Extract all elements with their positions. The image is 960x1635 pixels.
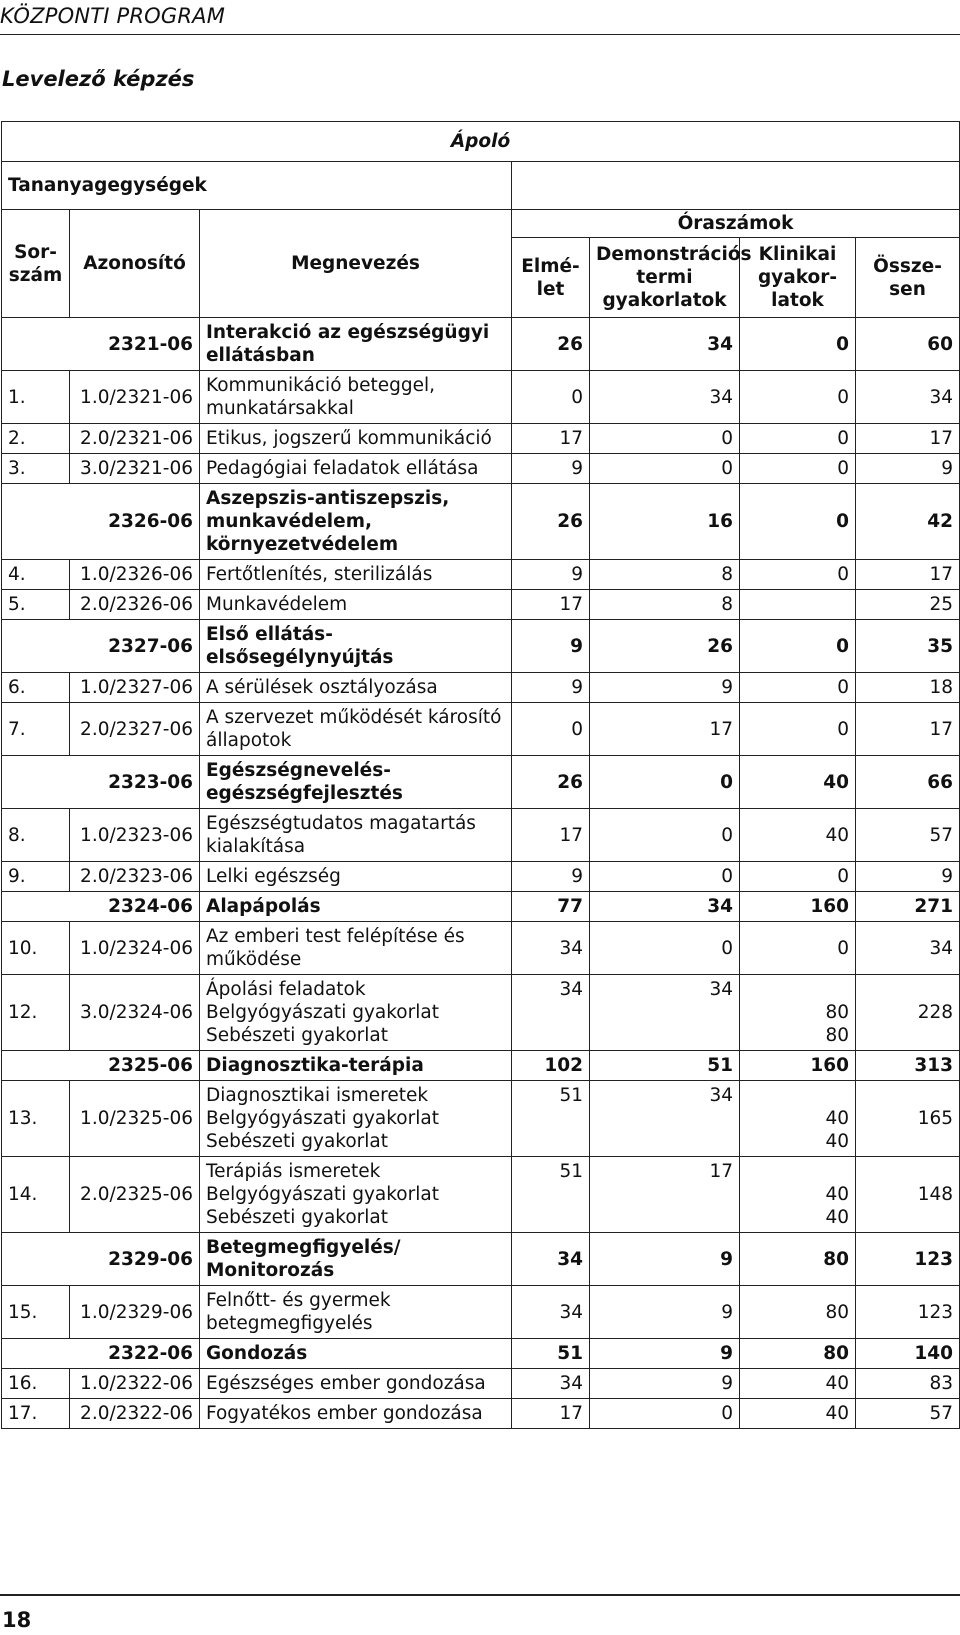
item-name-cell: Lelki egészség <box>200 862 512 892</box>
osszesen-cell: 18 <box>856 673 960 703</box>
osszesen-cell: 271 <box>856 892 960 922</box>
curriculum-table <box>1 121 960 1429</box>
module-name-cell: Betegmegfigyelés/ Monitorozás <box>200 1233 512 1286</box>
osszesen-cell: 66 <box>856 756 960 809</box>
elmelet-value <box>518 1206 583 1229</box>
item-name-line: Belgyógyászati gyakorlat <box>206 1002 439 1023</box>
demo-value <box>596 1183 733 1206</box>
klinikai-cell: 0 <box>740 560 856 590</box>
item-row <box>2 922 960 975</box>
item-number-cell: 7. <box>2 703 70 756</box>
item-id-cell: 1.0/2321-06 <box>70 371 200 424</box>
item-number-cell: 17. <box>2 1399 70 1429</box>
klinikai-cell: 160 <box>740 1051 856 1081</box>
demo-value: 17 <box>709 1161 733 1182</box>
item-name-cell <box>200 1081 512 1157</box>
col-header-klinikai: Klinikai gyakor- latok <box>740 238 856 318</box>
col-header-osszesen: Össze- sen <box>856 238 960 318</box>
elmelet-cell: 17 <box>512 424 590 454</box>
demo-cell: 9 <box>590 1233 740 1286</box>
item-number-cell: 15. <box>2 1286 70 1339</box>
item-row <box>2 1369 960 1399</box>
demo-cell <box>590 1157 740 1233</box>
demo-cell: 9 <box>590 1286 740 1339</box>
elmelet-value <box>518 1024 583 1047</box>
osszesen-cell: 148 <box>856 1157 960 1233</box>
klinikai-cell <box>740 1157 856 1233</box>
item-id-cell: 1.0/2324-06 <box>70 922 200 975</box>
item-number-cell: 10. <box>2 922 70 975</box>
item-name-line: Terápiás ismeretek <box>206 1161 381 1182</box>
item-name-cell: Munkavédelem <box>200 590 512 620</box>
item-row <box>2 424 960 454</box>
klinikai-cell: 40 <box>740 756 856 809</box>
item-id-cell: 2.0/2326-06 <box>70 590 200 620</box>
module-name-cell: Első ellátás-elsősegélynyújtás <box>200 620 512 673</box>
item-id-cell: 2.0/2322-06 <box>70 1399 200 1429</box>
demo-cell: 8 <box>590 560 740 590</box>
osszesen-cell: 140 <box>856 1339 960 1369</box>
col-header-azonosito: Azonosító <box>70 210 200 318</box>
demo-value <box>596 1206 733 1229</box>
klinikai-cell: 0 <box>740 862 856 892</box>
item-id-cell: 1.0/2326-06 <box>70 560 200 590</box>
item-row <box>2 560 960 590</box>
demo-value <box>596 1107 733 1130</box>
module-name-cell: Interakció az egészségügyi ellátásban <box>200 318 512 371</box>
module-row <box>2 484 960 560</box>
col-header-demo: Demonstrációs termi gyakorlatok <box>590 238 740 318</box>
elmelet-value <box>518 1107 583 1130</box>
demo-cell: 26 <box>590 620 740 673</box>
module-row <box>2 1233 960 1286</box>
elmelet-value: 34 <box>559 979 583 1000</box>
elmelet-value: 51 <box>559 1085 583 1106</box>
item-number-cell: 14. <box>2 1157 70 1233</box>
item-name-cell: Etikus, jogszerű kommunikáció <box>200 424 512 454</box>
item-id-cell: 1.0/2323-06 <box>70 809 200 862</box>
item-id-cell: 1.0/2325-06 <box>70 1081 200 1157</box>
module-id-cell: 2321-06 <box>2 318 200 371</box>
osszesen-cell: 42 <box>856 484 960 560</box>
osszesen-cell: 17 <box>856 703 960 756</box>
module-id-cell: 2324-06 <box>2 892 200 922</box>
klinikai-cell: 0 <box>740 454 856 484</box>
group-header: Tananyagegységek <box>2 162 512 210</box>
elmelet-cell: 26 <box>512 484 590 560</box>
elmelet-cell: 9 <box>512 862 590 892</box>
klinikai-cell: 0 <box>740 484 856 560</box>
osszesen-cell: 228 <box>856 975 960 1051</box>
klinikai-cell: 0 <box>740 673 856 703</box>
demo-cell: 9 <box>590 1339 740 1369</box>
osszesen-cell: 123 <box>856 1286 960 1339</box>
elmelet-cell <box>512 1157 590 1233</box>
item-name-cell: Egészséges ember gondozása <box>200 1369 512 1399</box>
klinikai-value: 40 <box>825 1184 849 1205</box>
osszesen-cell: 17 <box>856 560 960 590</box>
osszesen-cell: 17 <box>856 424 960 454</box>
module-id-cell: 2323-06 <box>2 756 200 809</box>
elmelet-value: 51 <box>559 1161 583 1182</box>
elmelet-cell: 34 <box>512 922 590 975</box>
module-row <box>2 1339 960 1369</box>
klinikai-cell: 160 <box>740 892 856 922</box>
item-number-cell: 12. <box>2 975 70 1051</box>
demo-value: 34 <box>709 1085 733 1106</box>
demo-cell: 34 <box>590 371 740 424</box>
elmelet-cell: 17 <box>512 809 590 862</box>
item-name-cell: Egészségtudatos magatartás kialakítása <box>200 809 512 862</box>
module-id-cell: 2326-06 <box>2 484 200 560</box>
elmelet-cell: 34 <box>512 1233 590 1286</box>
klinikai-value: 40 <box>825 1131 849 1152</box>
item-number-cell: 16. <box>2 1369 70 1399</box>
col-header-sorszam: Sor- szám <box>2 210 70 318</box>
klinikai-cell: 0 <box>740 371 856 424</box>
klinikai-cell <box>740 975 856 1051</box>
demo-cell: 9 <box>590 1369 740 1399</box>
curriculum-table-wrapper <box>1 121 959 1429</box>
item-row <box>2 454 960 484</box>
klinikai-cell: 40 <box>740 809 856 862</box>
elmelet-cell: 51 <box>512 1339 590 1369</box>
klinikai-cell: 40 <box>740 1399 856 1429</box>
item-name-cell: Pedagógiai feladatok ellátása <box>200 454 512 484</box>
item-row <box>2 1399 960 1429</box>
item-number-cell: 2. <box>2 424 70 454</box>
item-name-line: Belgyógyászati gyakorlat <box>206 1108 439 1129</box>
elmelet-cell: 34 <box>512 1286 590 1339</box>
osszesen-cell: 57 <box>856 809 960 862</box>
demo-cell: 0 <box>590 809 740 862</box>
elmelet-cell: 9 <box>512 560 590 590</box>
klinikai-cell: 0 <box>740 424 856 454</box>
klinikai-cell <box>740 590 856 620</box>
item-id-cell: 2.0/2327-06 <box>70 703 200 756</box>
osszesen-cell: 83 <box>856 1369 960 1399</box>
module-row <box>2 892 960 922</box>
osszesen-cell: 313 <box>856 1051 960 1081</box>
item-row <box>2 673 960 703</box>
col-header-elmelet: Elmé- let <box>512 238 590 318</box>
demo-cell: 34 <box>590 318 740 371</box>
module-id-cell: 2325-06 <box>2 1051 200 1081</box>
module-id-cell: 2322-06 <box>2 1339 200 1369</box>
elmelet-cell: 102 <box>512 1051 590 1081</box>
item-row <box>2 975 960 1051</box>
item-id-cell: 2.0/2321-06 <box>70 424 200 454</box>
group-header-spacer <box>512 162 960 210</box>
item-id-cell: 3.0/2324-06 <box>70 975 200 1051</box>
osszesen-cell: 60 <box>856 318 960 371</box>
item-id-cell: 2.0/2325-06 <box>70 1157 200 1233</box>
elmelet-cell: 26 <box>512 756 590 809</box>
item-id-cell: 1.0/2329-06 <box>70 1286 200 1339</box>
demo-cell: 0 <box>590 756 740 809</box>
item-id-cell: 1.0/2322-06 <box>70 1369 200 1399</box>
header-rule <box>0 34 960 35</box>
item-name-line: Sebészeti gyakorlat <box>206 1207 388 1228</box>
item-id-cell: 3.0/2321-06 <box>70 454 200 484</box>
item-name-cell: Az emberi test felépítése és működése <box>200 922 512 975</box>
module-name-cell: Alapápolás <box>200 892 512 922</box>
item-id-cell: 1.0/2327-06 <box>70 673 200 703</box>
item-name-line: Sebészeti gyakorlat <box>206 1025 388 1046</box>
klinikai-value <box>746 978 849 1001</box>
elmelet-cell: 9 <box>512 620 590 673</box>
elmelet-cell: 0 <box>512 371 590 424</box>
profession-header: Ápoló <box>2 122 960 162</box>
klinikai-cell: 40 <box>740 1369 856 1399</box>
elmelet-cell: 0 <box>512 703 590 756</box>
elmelet-cell: 17 <box>512 590 590 620</box>
klinikai-cell: 80 <box>740 1286 856 1339</box>
elmelet-cell <box>512 975 590 1051</box>
klinikai-value: 80 <box>825 1025 849 1046</box>
item-name-cell <box>200 1157 512 1233</box>
elmelet-value <box>518 1130 583 1153</box>
klinikai-cell: 0 <box>740 620 856 673</box>
demo-cell: 0 <box>590 424 740 454</box>
demo-cell: 51 <box>590 1051 740 1081</box>
demo-cell: 0 <box>590 1399 740 1429</box>
osszesen-cell: 34 <box>856 371 960 424</box>
item-number-cell: 9. <box>2 862 70 892</box>
footer-rule <box>0 1594 960 1596</box>
item-name-cell: A sérülések osztályozása <box>200 673 512 703</box>
item-number-cell: 13. <box>2 1081 70 1157</box>
demo-cell <box>590 975 740 1051</box>
item-row <box>2 703 960 756</box>
item-name-cell: Fertőtlenítés, sterilizálás <box>200 560 512 590</box>
item-row <box>2 1081 960 1157</box>
osszesen-cell: 123 <box>856 1233 960 1286</box>
elmelet-cell: 26 <box>512 318 590 371</box>
module-id-cell: 2329-06 <box>2 1233 200 1286</box>
item-number-cell: 1. <box>2 371 70 424</box>
demo-cell: 34 <box>590 892 740 922</box>
osszesen-cell: 25 <box>856 590 960 620</box>
module-id-cell: 2327-06 <box>2 620 200 673</box>
module-row <box>2 1051 960 1081</box>
klinikai-cell: 80 <box>740 1233 856 1286</box>
running-title: KÖZPONTI PROGRAM <box>0 4 226 28</box>
elmelet-value <box>518 1001 583 1024</box>
item-number-cell: 4. <box>2 560 70 590</box>
item-number-cell: 5. <box>2 590 70 620</box>
item-name-cell <box>200 975 512 1051</box>
elmelet-cell: 9 <box>512 454 590 484</box>
demo-value <box>596 1024 733 1047</box>
klinikai-cell: 80 <box>740 1339 856 1369</box>
osszesen-cell: 9 <box>856 454 960 484</box>
item-row <box>2 1157 960 1233</box>
demo-value <box>596 1001 733 1024</box>
demo-cell: 16 <box>590 484 740 560</box>
elmelet-cell: 17 <box>512 1399 590 1429</box>
demo-cell: 0 <box>590 922 740 975</box>
demo-cell <box>590 1081 740 1157</box>
klinikai-value: 80 <box>825 1002 849 1023</box>
item-row <box>2 809 960 862</box>
osszesen-cell: 57 <box>856 1399 960 1429</box>
section-title: Levelező képzés <box>2 67 195 91</box>
klinikai-cell: 0 <box>740 922 856 975</box>
item-number-cell: 8. <box>2 809 70 862</box>
elmelet-cell: 9 <box>512 673 590 703</box>
klinikai-value <box>746 1160 849 1183</box>
item-name-cell: Kommunikáció beteggel, munkatársakkal <box>200 371 512 424</box>
page-number: 18 <box>2 1608 32 1632</box>
demo-cell: 0 <box>590 862 740 892</box>
elmelet-cell <box>512 1081 590 1157</box>
item-name-cell: A szervezet működését károsító állapotok <box>200 703 512 756</box>
item-number-cell: 3. <box>2 454 70 484</box>
table-head <box>2 122 960 318</box>
klinikai-cell <box>740 1081 856 1157</box>
item-id-cell: 2.0/2323-06 <box>70 862 200 892</box>
item-number-cell: 6. <box>2 673 70 703</box>
elmelet-value <box>518 1183 583 1206</box>
module-name-cell: Egészségnevelés-egészségfejlesztés <box>200 756 512 809</box>
demo-cell: 0 <box>590 454 740 484</box>
klinikai-value <box>746 1084 849 1107</box>
col-header-megnevezes: Megnevezés <box>200 210 512 318</box>
item-name-line: Sebészeti gyakorlat <box>206 1131 388 1152</box>
module-row <box>2 620 960 673</box>
elmelet-cell: 34 <box>512 1369 590 1399</box>
item-row <box>2 371 960 424</box>
demo-value <box>596 1130 733 1153</box>
item-name-line: Ápolási feladatok <box>206 979 366 1000</box>
module-row <box>2 318 960 371</box>
klinikai-value: 40 <box>825 1108 849 1129</box>
demo-value: 34 <box>709 979 733 1000</box>
demo-cell: 9 <box>590 673 740 703</box>
item-name-line: Diagnosztikai ismeretek <box>206 1085 429 1106</box>
osszesen-cell: 35 <box>856 620 960 673</box>
item-name-line: Belgyógyászati gyakorlat <box>206 1184 439 1205</box>
module-name-cell: Aszepszis-antiszepszis, munkavédelem, környezetvédelem <box>200 484 512 560</box>
klinikai-cell: 0 <box>740 703 856 756</box>
item-row <box>2 862 960 892</box>
item-row <box>2 590 960 620</box>
module-name-cell: Diagnosztika-terápia <box>200 1051 512 1081</box>
klinikai-value: 40 <box>825 1207 849 1228</box>
item-name-cell: Fogyatékos ember gondozása <box>200 1399 512 1429</box>
klinikai-cell: 0 <box>740 318 856 371</box>
osszesen-cell: 165 <box>856 1081 960 1157</box>
table-body <box>2 318 960 1429</box>
module-name-cell: Gondozás <box>200 1339 512 1369</box>
elmelet-cell: 77 <box>512 892 590 922</box>
demo-cell: 17 <box>590 703 740 756</box>
item-name-cell: Felnőtt- és gyermek betegmegfigyelés <box>200 1286 512 1339</box>
osszesen-cell: 34 <box>856 922 960 975</box>
osszesen-cell: 9 <box>856 862 960 892</box>
hours-header: Óraszámok <box>512 210 960 238</box>
demo-cell: 8 <box>590 590 740 620</box>
module-row <box>2 756 960 809</box>
item-row <box>2 1286 960 1339</box>
